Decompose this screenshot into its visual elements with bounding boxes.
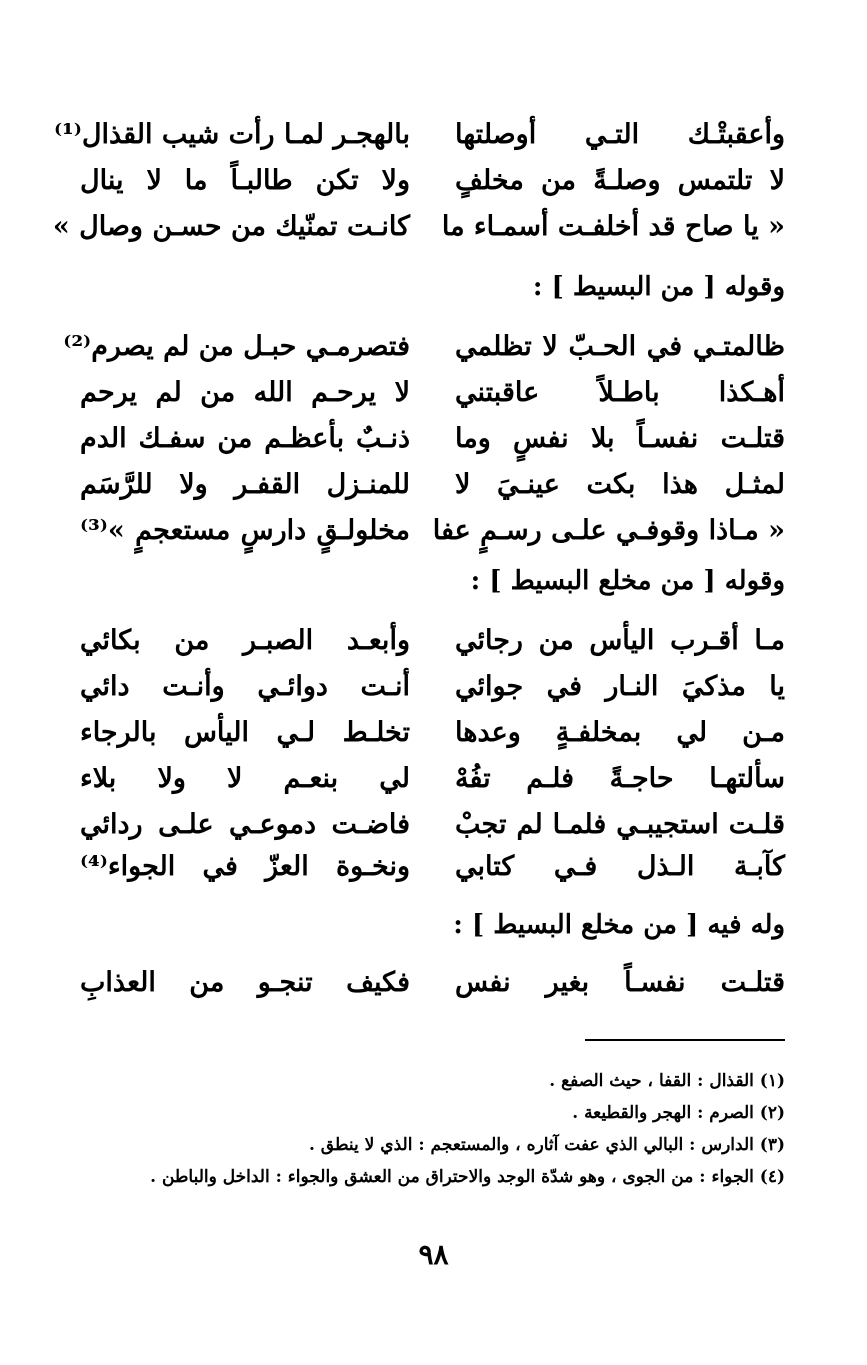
verse-second-hemistich: بالهجـر لمـا رأت شيب القذال⁽¹⁾ bbox=[53, 119, 410, 150]
verse-first-hemistich: أهـكذا باطـلاً عاقبتني bbox=[455, 377, 785, 408]
poem-heading: وله فيه [ من مخلع البسيط ] : bbox=[453, 910, 785, 940]
verse-line bbox=[0, 618, 867, 664]
verse-second-hemistich: فاضـت دموعـي علـى ردائي bbox=[80, 809, 410, 840]
verse-line bbox=[0, 462, 867, 508]
verse-line bbox=[0, 324, 867, 370]
poem-heading: وقوله [ من البسيط ] : bbox=[532, 272, 785, 302]
verse-first-hemistich: سألتهـا حاجـةً فلـم تفُهْ bbox=[455, 763, 785, 794]
verse-second-hemistich: تخلـط لـي اليأس بالرجاء bbox=[80, 717, 410, 748]
verse-line bbox=[0, 802, 867, 848]
verse-line bbox=[0, 960, 867, 1006]
verse-second-hemistich: فكيف تنجـو من العذابِ bbox=[80, 967, 410, 998]
footnote: (١) القذال : القفا ، حيث الصفع . bbox=[549, 1071, 785, 1091]
verse-second-hemistich: أنـت دوائـي وأنـت دائي bbox=[80, 671, 410, 702]
poem-heading: وقوله [ من مخلع البسيط ] : bbox=[470, 566, 785, 596]
verse-first-hemistich: كآبـة الـذل فـي كتابي bbox=[455, 851, 785, 882]
verse-first-hemistich: « يا صاح قد أخلفـت أسمـاء ما bbox=[441, 211, 785, 242]
verse-second-hemistich: لا يرحـم الله من لم يرحم bbox=[80, 377, 410, 408]
verse-line bbox=[0, 508, 867, 554]
footnote: (٢) الصرم : الهجر والقطيعة . bbox=[572, 1103, 785, 1123]
verse-first-hemistich: قتلـت نفسـاً بغير نفس bbox=[455, 967, 785, 998]
verse-second-hemistich: للمنـزل القفـر ولا للرَّسَم bbox=[80, 469, 410, 500]
verse-line bbox=[0, 416, 867, 462]
verse-second-hemistich: ولا تكن طالبـاً ما لا ينال bbox=[80, 165, 410, 196]
verse-line bbox=[0, 710, 867, 756]
verse-second-hemistich: ونخـوة العزّ في الجواء⁽⁴⁾ bbox=[80, 851, 410, 882]
verse-first-hemistich: قلـت استجيبـي فلمـا لم تجبْ bbox=[455, 809, 785, 840]
verse-line bbox=[0, 370, 867, 416]
verse-first-hemistich: قتلـت نفسـاً بلا نفسٍ وما bbox=[455, 423, 785, 454]
verse-second-hemistich: كانـت تمنّيك من حسـن وصال » bbox=[52, 211, 410, 242]
verse-second-hemistich: ذنـبٌ بأعظـم من سفـك الدم bbox=[80, 423, 410, 454]
verse-line bbox=[0, 664, 867, 710]
page-number: ٩٨ bbox=[418, 1238, 449, 1271]
verse-line bbox=[0, 844, 867, 890]
verse-first-hemistich: مـن لي بمخلفـةٍ وعدها bbox=[455, 717, 785, 748]
verse-first-hemistich: « مـاذا وقوفـي علـى رسـمٍ عفا bbox=[432, 515, 785, 546]
verse-first-hemistich: وأعقبتْـك التـي أوصلتها bbox=[455, 119, 785, 150]
verse-first-hemistich: لمثـل هذا بكت عينـيَ لا bbox=[455, 469, 785, 500]
verse-line bbox=[0, 204, 867, 250]
verse-first-hemistich: مـا أقـرب اليأس من رجائي bbox=[455, 625, 785, 656]
verse-second-hemistich: وأبعـد الصبـر من بكائي bbox=[80, 625, 410, 656]
verse-first-hemistich: ظالمتـي في الحـبّ لا تظلمي bbox=[455, 331, 785, 362]
verse-line bbox=[0, 756, 867, 802]
verse-first-hemistich: يا مذكيَ النـار في جوائي bbox=[455, 671, 785, 702]
verse-line bbox=[0, 112, 867, 158]
footnote: (٣) الدارس : البالي الذي عفت آثاره ، والمستعجم : الذي لا ينطق . bbox=[308, 1135, 785, 1155]
verse-second-hemistich: لي بنعـم لا ولا بلاء bbox=[80, 763, 410, 794]
footnote-separator bbox=[585, 1039, 785, 1041]
verse-second-hemistich: فتصرمـي حبـل من لم يصرم⁽²⁾ bbox=[63, 331, 410, 362]
verse-second-hemistich: مخلولـقٍ دارسٍ مستعجمٍ »⁽³⁾ bbox=[80, 515, 410, 546]
verse-first-hemistich: لا تلتمس وصلـةً من مخلفٍ bbox=[455, 165, 785, 196]
verse-line bbox=[0, 158, 867, 204]
footnote: (٤) الجواء : من الجوى ، وهو شدّة الوجد والاحتراق من العشق والجواء : الداخل والباطن . bbox=[150, 1167, 785, 1187]
